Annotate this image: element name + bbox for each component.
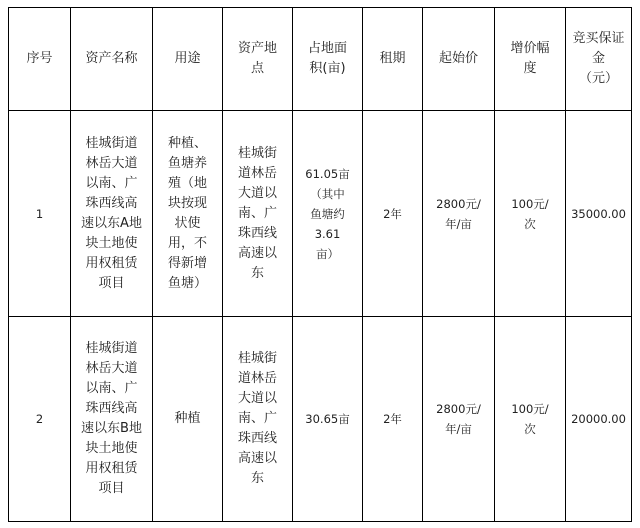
row-location	[223, 317, 293, 522]
header-area	[293, 8, 363, 111]
cell-text-line: 桂城街道	[85, 135, 138, 151]
row-use	[153, 317, 223, 522]
row-asset-name	[71, 111, 153, 317]
header-increment	[495, 8, 566, 111]
cell-text-line: 林岳大道	[85, 155, 138, 171]
header-term	[363, 8, 423, 111]
cell-text-line: 竞买保证	[572, 31, 625, 46]
cell-text-line: 项目	[98, 275, 125, 291]
cell-text-line: 高速以	[237, 451, 277, 466]
cell-text-line: （其中	[310, 186, 345, 201]
cell-text-line: 年/亩	[445, 422, 472, 436]
cell-text-line: 得新增	[167, 255, 207, 271]
cell-text-line: 东	[250, 265, 264, 281]
cell-text-line: 鱼塘约	[310, 206, 345, 221]
cell-text-line: 鱼塘）	[167, 275, 207, 291]
cell-text-line: 用途	[174, 51, 201, 66]
cell-text-line: 大道以	[237, 391, 277, 406]
cell-text-line: 租期	[379, 51, 406, 66]
header-use	[153, 8, 223, 111]
cell-text-line: 珠西线	[237, 225, 277, 241]
cell-text-line: 桂城街道	[85, 341, 138, 356]
table-wrapper	[8, 7, 632, 522]
row-use	[153, 111, 223, 317]
cell-text-line: 金	[591, 51, 605, 66]
cell-text-line: 大道以	[237, 185, 277, 201]
row-term: 2年	[363, 317, 423, 522]
cell-text-line: 以南、广	[85, 175, 138, 191]
cell-text-line: 块土地使	[85, 441, 138, 456]
row-seq: 1	[9, 111, 71, 317]
cell-text-line: 道林岳	[237, 371, 277, 386]
cell-text-line: 南、广	[237, 411, 277, 426]
cell-text-line: 速以东B地	[81, 421, 142, 436]
cell-text-line: （元）	[578, 71, 618, 86]
row-start-price	[423, 111, 495, 317]
cell-text-line: 2800元/	[436, 196, 481, 211]
cell-text-line: 用，不	[167, 235, 207, 251]
cell-text-line: 序号	[26, 51, 53, 66]
cell-text-line: 2800元/	[436, 402, 481, 416]
cell-text-line: 起始价	[438, 51, 478, 66]
row-area	[293, 317, 363, 522]
cell-text-line: 东	[250, 471, 264, 486]
cell-text-line: 100元/	[511, 402, 549, 416]
table-row	[9, 317, 632, 522]
row-term: 2年	[363, 111, 423, 317]
cell-text-line: 珠西线高	[85, 401, 138, 416]
cell-text-line: 用权租赁	[85, 461, 138, 476]
cell-text-line: 以南、广	[85, 381, 138, 396]
cell-text-line: 速以东A地	[81, 215, 142, 231]
cell-text-line: 3.61	[314, 226, 341, 241]
header-deposit	[566, 8, 632, 111]
cell-text-line: 占地面	[307, 41, 347, 56]
cell-text-line: 100元/	[511, 196, 549, 211]
asset-lease-table	[8, 7, 632, 522]
row-seq: 2	[9, 317, 71, 522]
row-increment	[495, 317, 566, 522]
table-header-row	[9, 8, 632, 111]
row-deposit: 35000.00	[566, 111, 632, 317]
cell-text-line: 殖（地	[167, 175, 207, 191]
cell-text-line: 资产名称	[85, 51, 138, 66]
cell-text-line: 点	[250, 61, 264, 76]
cell-text-line: 61.05亩	[305, 166, 350, 181]
cell-text-line: 项目	[98, 481, 125, 496]
cell-text-line: 积(亩)	[309, 61, 346, 76]
cell-text-line: 亩）	[316, 246, 339, 261]
cell-text-line: 增价幅	[510, 41, 550, 56]
cell-text-line: 道林岳	[237, 165, 277, 181]
cell-text-line: 30.65亩	[305, 412, 350, 426]
header-seq	[9, 8, 71, 111]
cell-text-line: 年/亩	[445, 216, 472, 231]
cell-text-line: 桂城街	[237, 351, 277, 366]
header-location	[223, 8, 293, 111]
cell-text-line: 度	[523, 61, 537, 76]
cell-text-line: 用权租赁	[85, 255, 138, 271]
cell-text-line: 状使	[174, 215, 201, 231]
row-start-price	[423, 317, 495, 522]
cell-text-line: 块土地使	[85, 235, 138, 251]
header-start-price	[423, 8, 495, 111]
cell-text-line: 块按现	[167, 195, 207, 211]
row-deposit: 20000.00	[566, 317, 632, 522]
cell-text-line: 鱼塘养	[167, 155, 207, 171]
table-row	[9, 111, 632, 317]
cell-text-line: 珠西线	[237, 431, 277, 446]
row-area	[293, 111, 363, 317]
row-increment	[495, 111, 566, 317]
cell-text-line: 高速以	[237, 245, 277, 261]
cell-text-line: 林岳大道	[85, 361, 138, 376]
row-location	[223, 111, 293, 317]
cell-text-line: 次	[524, 422, 536, 436]
row-asset-name	[71, 317, 153, 522]
header-asset-name	[71, 8, 153, 111]
cell-text-line: 南、广	[237, 205, 277, 221]
cell-text-line: 次	[524, 216, 536, 231]
cell-text-line: 珠西线高	[85, 195, 138, 211]
cell-text-line: 资产地	[237, 41, 277, 56]
cell-text-line: 种植、	[167, 135, 207, 151]
cell-text-line: 种植	[174, 411, 201, 426]
cell-text-line: 桂城街	[237, 145, 277, 161]
